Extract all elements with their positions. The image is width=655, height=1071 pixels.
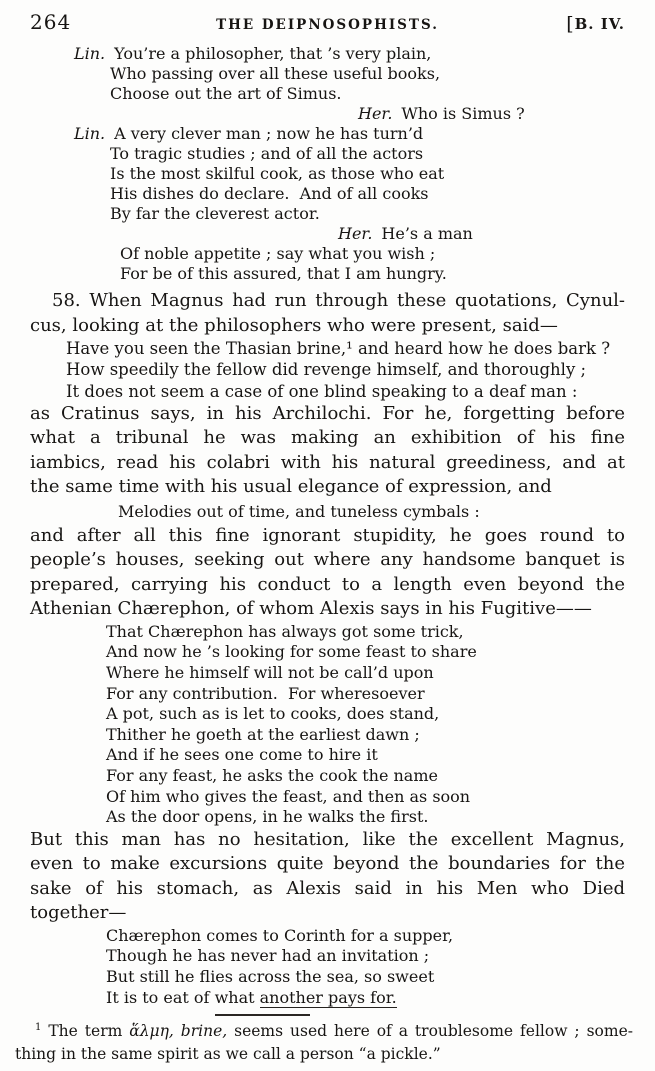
paragraph-cratinus <box>30 402 625 500</box>
body-line: people’s houses, seeking out where any handsome banquet is <box>30 549 625 571</box>
verse-corinth <box>30 926 625 1008</box>
dialogue-line: Of noble appetite ; say what you wish ; <box>120 244 436 263</box>
body-line: prepared, carrying his conduct to a length even beyond the <box>30 573 625 595</box>
dialogue-line: By far the cleverest actor. <box>110 204 320 223</box>
underlined-phrase: another pays for. <box>259 987 397 1007</box>
dialogue-block <box>30 44 625 284</box>
verse-line: Thither he goeth at the earliest dawn ; <box>106 724 420 744</box>
quote-brine <box>30 338 625 402</box>
verse-line: Though he has never had an invitation ; <box>106 946 430 966</box>
footnote-line: thing in the same spirit as we call a person “a pickle.” <box>15 1045 441 1064</box>
body-line: what a tribunal he was making an exhibition of his fine <box>30 427 625 449</box>
verse-line: That Chærephon has always got some trick, <box>106 621 464 641</box>
body-line: 58. When Magnus had run through these quotations, Cynul- <box>52 290 625 311</box>
body-line: the same time with his usual elegance of expression, and <box>30 476 552 498</box>
running-title: THE DEIPNOSOPHISTS. <box>216 17 439 33</box>
verse-line: Chærephon comes to Corinth for a supper, <box>106 925 454 945</box>
body-line: iambics, read his colabri with his natural greediness, and at <box>30 451 625 473</box>
paragraph-58 <box>30 289 625 338</box>
verse-line: It does not seem a case of one blind speaking to a deaf man : <box>66 381 578 401</box>
speaker-label: Her. <box>358 104 393 123</box>
paragraph-magnus <box>30 828 625 926</box>
dialogue-line: Choose out the art of Simus. <box>110 84 342 103</box>
footnote-divider <box>215 1014 310 1016</box>
footnote-line: $^1$ The term ἅλμη, brine, seems used here of a troublesome fellow ; some- <box>35 1022 633 1041</box>
body-line: Athenian Chærephon, of whom Alexis says in his Fugitive—— <box>30 598 592 620</box>
verse-line: It is to eat of what another pays for. <box>106 987 397 1007</box>
verse-line: Have you seen the Thasian brine,¹ and heard how he does bark ? <box>66 339 611 358</box>
dialogue-line: Who passing over all these useful books, <box>110 64 441 83</box>
verse-line: And if he sees one come to hire it <box>106 745 378 765</box>
dialogue-line: His dishes do declare. And of all cooks <box>110 184 429 203</box>
verse-line: As the door opens, in he walks the first. <box>106 807 429 827</box>
melodies-line: Melodies out of time, and tuneless cymbals : <box>118 501 480 521</box>
greek-term: ἅλμη, brine, <box>129 1022 228 1041</box>
book-label: [B. IV. <box>566 13 625 35</box>
dialogue-line: For be of this assured, that I am hungry. <box>120 264 447 283</box>
verse-fugitive <box>30 622 625 828</box>
verse-line: For any contribution. For wheresoever <box>106 683 425 703</box>
body-line: and after all this fine ignorant stupidity, he goes round to <box>30 524 625 546</box>
dialogue-line: To tragic studies ; and of all the actors <box>110 144 424 163</box>
body-line: together— <box>30 902 127 924</box>
verse-line: How speedily the fellow did revenge himself, and thoroughly ; <box>66 360 587 380</box>
body-line: But this man has no hesitation, like the excellent Magnus, <box>30 828 625 850</box>
bracket-glyph: [ <box>566 13 575 35</box>
paragraph-stupidity <box>30 524 625 622</box>
verse-line: Where he himself will not be call’d upon <box>106 663 434 683</box>
dialogue-line: Lin. A very clever man ; now he has turn’d <box>74 124 424 143</box>
body-line: as Cratinus says, in his Archilochi. For he, forgetting before <box>30 402 625 424</box>
footnote <box>15 1020 633 1066</box>
speaker-label: Her. <box>338 224 373 243</box>
verse-line: But still he flies across the sea, so sweet <box>106 967 435 987</box>
verse-line: Of him who gives the feast, and then as soon <box>106 786 471 806</box>
verse-line: And now he ’s looking for some feast to share <box>106 642 477 662</box>
dialogue-line: Is the most skilful cook, as those who eat <box>110 164 445 183</box>
speaker-label: Lin. <box>74 124 106 143</box>
footnote-marker: 1 <box>35 1022 42 1034</box>
page-header <box>30 10 625 35</box>
dialogue-line: Lin. You’re a philosopher, that ’s very plain, <box>74 44 432 63</box>
page-number: 264 <box>30 10 72 34</box>
dialogue-line: Her. He’s a man <box>338 224 473 243</box>
verse-line: A pot, such as is let to cooks, does stand, <box>106 704 440 724</box>
body-line: even to make excursions quite beyond the boundaries for the <box>30 853 625 875</box>
speaker-label: Lin. <box>74 44 106 63</box>
body-line: cus, looking at the philosophers who were present, said— <box>30 314 558 336</box>
dialogue-line: Her. Who is Simus ? <box>358 104 525 123</box>
body-line: sake of his stomach, as Alexis said in his Men who Died <box>30 877 625 899</box>
verse-line: For any feast, he asks the cook the name <box>106 766 438 786</box>
